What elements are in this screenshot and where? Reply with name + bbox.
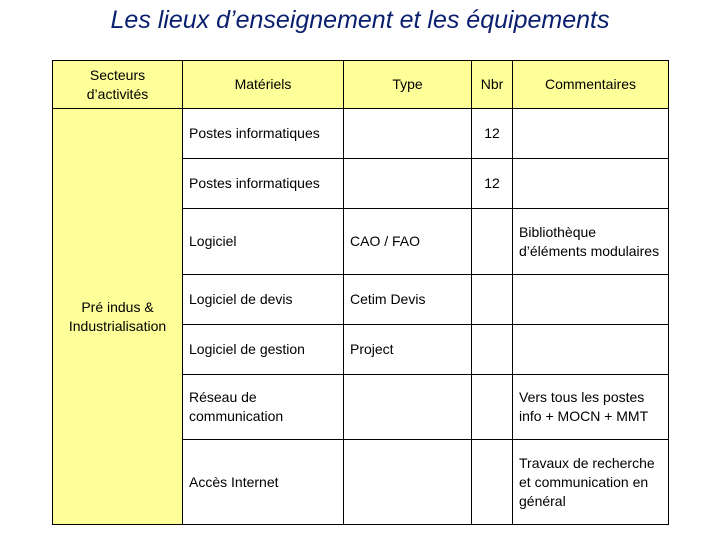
sector-cell: Pré indus & Industrialisation (53, 109, 183, 525)
materiel-cell: Logiciel de devis (183, 275, 344, 325)
commentaire-cell: Bibliothèque d’éléments modulaires (513, 209, 669, 275)
commentaire-cell (513, 159, 669, 209)
type-cell: Project (344, 325, 472, 375)
nbr-cell: 12 (472, 159, 513, 209)
materiel-cell: Accès Internet (183, 440, 344, 525)
materiel-cell: Logiciel de gestion (183, 325, 344, 375)
header-commentaires: Commentaires (513, 61, 669, 109)
table-row (53, 109, 669, 159)
nbr-cell (472, 275, 513, 325)
type-cell: CAO / FAO (344, 209, 472, 275)
type-cell (344, 375, 472, 440)
materiel-cell: Postes informatiques (183, 159, 344, 209)
equipment-table (52, 60, 669, 525)
materiel-cell: Réseau de communication (183, 375, 344, 440)
commentaire-cell: Travaux de recherche et communication en général (513, 440, 669, 525)
table-header-row (53, 61, 669, 109)
nbr-cell (472, 209, 513, 275)
commentaire-cell (513, 275, 669, 325)
type-cell (344, 440, 472, 525)
nbr-cell (472, 325, 513, 375)
type-cell: Cetim Devis (344, 275, 472, 325)
nbr-cell (472, 375, 513, 440)
commentaire-cell: Vers tous les postes info + MOCN + MMT (513, 375, 669, 440)
commentaire-cell (513, 109, 669, 159)
commentaire-cell (513, 325, 669, 375)
materiel-cell: Postes informatiques (183, 109, 344, 159)
nbr-cell: 12 (472, 109, 513, 159)
type-cell (344, 109, 472, 159)
header-type: Type (344, 61, 472, 109)
header-materiels: Matériels (183, 61, 344, 109)
header-secteurs: Secteurs d’activités (53, 61, 183, 109)
slide-title: Les lieux d’enseignement et les équipements (110, 6, 610, 34)
nbr-cell (472, 440, 513, 525)
header-nbr: Nbr (472, 61, 513, 109)
materiel-cell: Logiciel (183, 209, 344, 275)
type-cell (344, 159, 472, 209)
